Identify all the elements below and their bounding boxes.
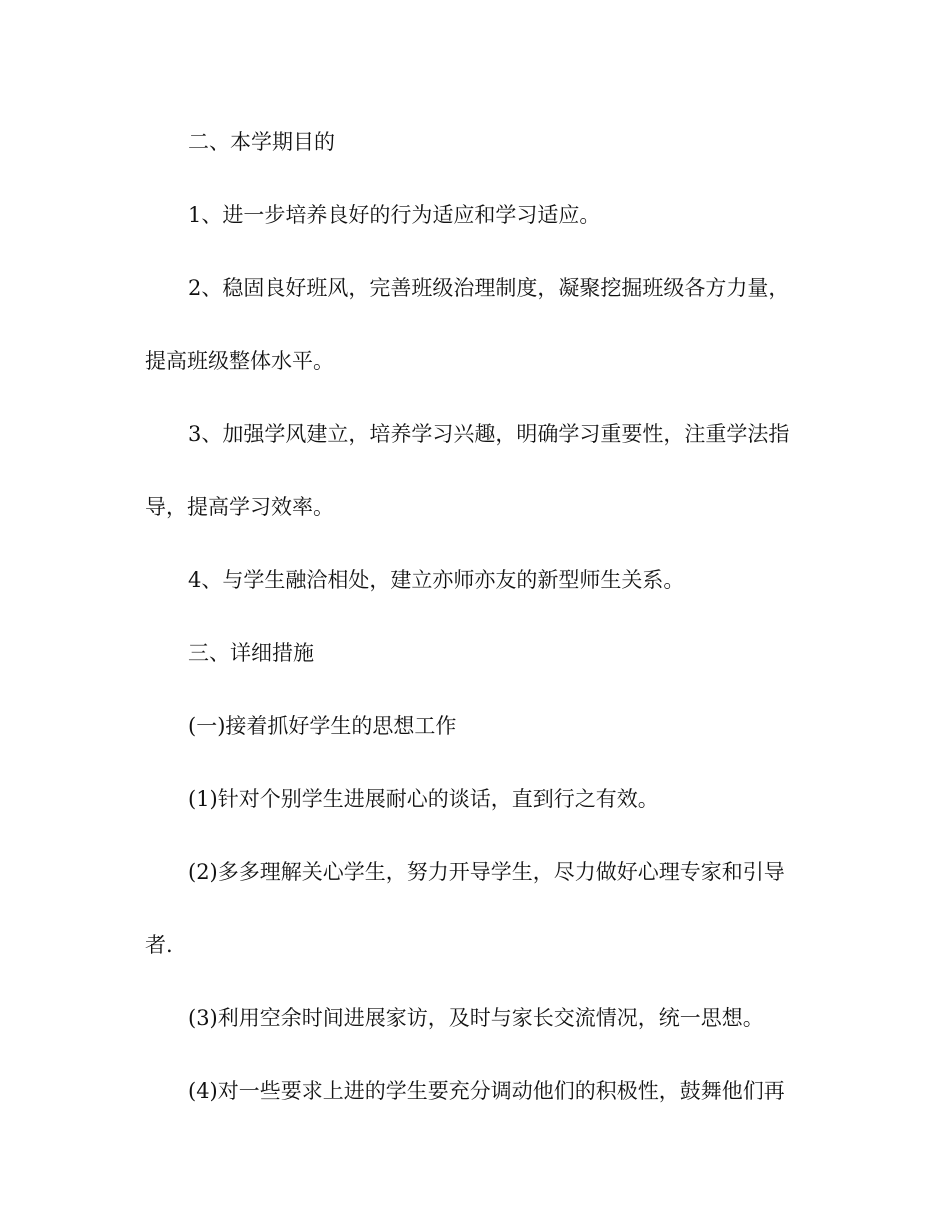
goal-item-2-continued: 提高班级整体水平。 [145, 349, 334, 373]
measure-item-2: (2)多多理解关心学生，努力开导学生，尽力做好心理专家和引导 [188, 860, 785, 884]
goal-item-4: 4、与学生融洽相处，建立亦师亦友的新型师生关系。 [188, 568, 685, 592]
goal-item-3-continued: 导，提高学习效率。 [145, 495, 334, 519]
section-heading-goals: 二、本学期目的 [188, 130, 335, 154]
measure-item-3: (3)利用空余时间进展家访，及时与家长交流情况，统一思想。 [188, 1006, 764, 1030]
subsection-heading-thought-work: (一)接着抓好学生的思想工作 [188, 714, 457, 738]
goal-item-1: 1、进一步培养良好的行为适应和学习适应。 [188, 203, 601, 227]
goal-item-2: 2、稳固良好班风，完善班级治理制度，凝聚挖掘班级各方力量， [188, 276, 790, 300]
goal-item-3: 3、加强学风建立，培养学习兴趣，明确学习重要性，注重学法指 [188, 422, 790, 446]
measure-item-4: (4)对一些要求上进的学生要充分调动他们的积极性，鼓舞他们再 [188, 1079, 785, 1103]
measure-item-2-continued: 者. [145, 933, 173, 957]
section-heading-measures: 三、详细措施 [188, 641, 314, 665]
measure-item-1: (1)针对个别学生进展耐心的谈话，直到行之有效。 [188, 787, 659, 811]
